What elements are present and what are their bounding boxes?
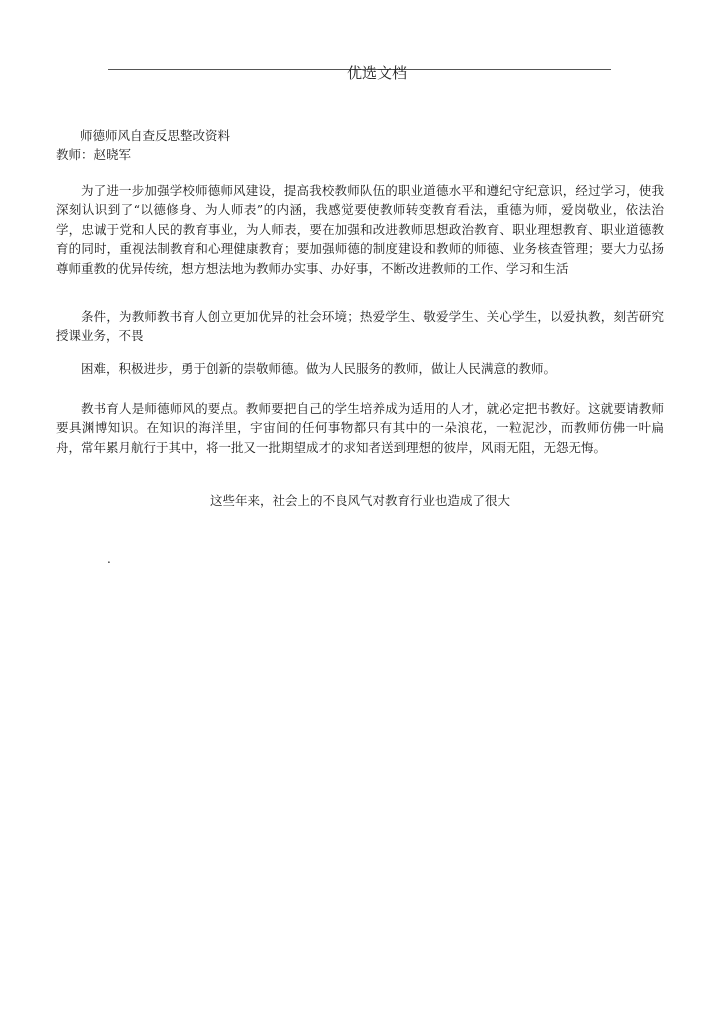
paragraph-4: 教书育人是师德师风的要点。教师要把自己的学生培养成为适用的人才，就必定把书教好。这就要请教师要具渊博知识。在知识的海洋里，宇宙间的任何事物都只有其中的一朵浪花，一粒泥沙，而教师仿佛一叶扁舟，常年累月航行于其中，将一批又一批期望成才的求知者送到理想的彼岸，风雨无阻，无怨无悔。 [56,401,664,455]
document-title: 师德师风自查反思整改资料 [80,128,231,143]
paragraph-2: 条件，为教师教书育人创立更加优异的社会环境；热爱学生、敬爱学生、关心学生，以爱执教，刻苦研究授课业务，不畏 [56,309,664,344]
trailing-dot: . [107,552,111,566]
paragraph-1: 为了进一步加强学校师德师风建设，提高我校教师队伍的职业道德水平和遵纪守纪意识，经过学习，使我深刻认识到了“以德修身、为人师表”的内涵，我感觉要使教师转变教育看法，重德为师，爱岗敬业，依法治学，忠诚于党和人民的教育事业，为人师表，要在加强和改进教师思想政治教育、职业理想教育、职业道德教育的同时，重视法制教育和心理健康教育；要加强师德的制度建设和教师的师德、业务核查管理；要大力弘扬尊师重教的优异传统，想方想法地为教师办实事、办好事，不断改进教师的工作、学习和生活 [56,183,664,276]
header-label: 优选文档 [346,64,407,82]
centered-line: 这些年来，社会上的不良风气对教育行业也造成了很大 [209,493,510,508]
paragraph-3: 困难，积极进步，勇于创新的崇敬师德。做为人民服务的教师，做让人民满意的教师。 [81,361,557,376]
teacher-line: 教师：赵晓军 [56,147,132,162]
